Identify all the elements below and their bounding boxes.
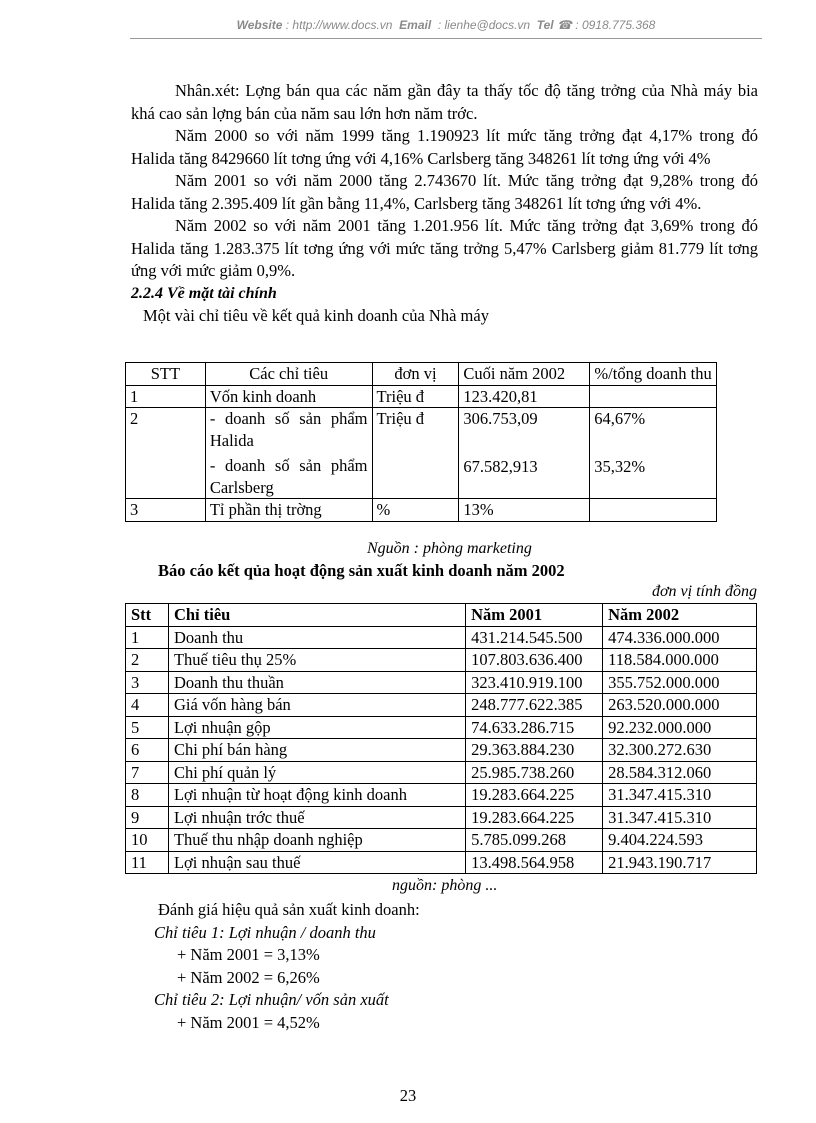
tel-value: ☎ : 0918.775.368 [557, 18, 656, 32]
cell [590, 499, 717, 522]
table-header-row [126, 363, 717, 386]
cell-line: - doanh số sản phẩm Halida [209, 409, 368, 450]
table2-title: Báo cáo kết qủa hoạt động sản xuất kinh doanh năm 2002 [158, 561, 565, 580]
cell: 118.584.000.000 [603, 649, 757, 672]
website-value: : http://www.docs.vn [285, 18, 393, 32]
header-cell: Stt [126, 604, 169, 627]
header-cell: Chỉ tiêu [168, 604, 465, 627]
cell: 263.520.000.000 [603, 694, 757, 717]
header-cell: Năm 2001 [466, 604, 603, 627]
indicator-2: Chỉ tiêu 2: Lợi nhuận/ vốn sản xuất [154, 990, 389, 1009]
indicator-1-2001: + Năm 2001 = 3,13% [177, 945, 320, 964]
table-row [126, 385, 717, 408]
cell: 31.347.415.310 [603, 784, 757, 807]
cell: 19.283.664.225 [466, 806, 603, 829]
cell: Doanh thu thuần [168, 671, 465, 694]
business-report-table [125, 603, 757, 874]
cell: 74.633.286.715 [466, 716, 603, 739]
cell: Lợi nhuận trớc thuế [168, 806, 465, 829]
cell: 4 [126, 694, 169, 717]
evaluation-block [154, 899, 420, 1034]
table-header-row [126, 604, 757, 627]
cell-line: 67.582,913 [463, 456, 538, 476]
cell: Thuế thu nhập doanh nghiệp [168, 829, 465, 852]
cell: 5.785.099.268 [466, 829, 603, 852]
body-text [131, 80, 758, 328]
cell: 11 [126, 851, 169, 874]
table-row [126, 694, 757, 717]
cell: Vốn kinh doanh [205, 385, 372, 408]
cell-line: 306.753,09 [463, 409, 538, 428]
cell: 323.410.919.100 [466, 671, 603, 694]
financial-indicators-table [125, 362, 717, 522]
cell: 13.498.564.958 [466, 851, 603, 874]
cell: 3 [126, 499, 206, 522]
header-cell: %/tổng doanh thu [590, 363, 717, 386]
table-row [126, 851, 757, 874]
table1-source: Nguồn : phòng marketing [367, 540, 532, 557]
table-row [126, 671, 757, 694]
cell: 6 [126, 739, 169, 762]
cell: 8 [126, 784, 169, 807]
cell-line: 35,32% [594, 456, 646, 476]
table2-unit-note: đơn vị tính đồng [652, 583, 757, 600]
cell [205, 408, 372, 499]
cell: 21.943.190.717 [603, 851, 757, 874]
cell: 7 [126, 761, 169, 784]
cell: 13% [459, 499, 590, 522]
paragraph-4: Năm 2002 so với năm 2001 tăng 1.201.956 lít. Mức tăng trởng đạt 3,69% trong đó Halida tăng 1.283.375 lít tơng ứng với mức tăng trởng 5,47% Carlsberg giảm 81.779 lít tơng ứng với mức giảm 0,9%. [131, 216, 758, 280]
cell [459, 408, 590, 499]
cell: Lợi nhuận từ hoạt động kinh doanh [168, 784, 465, 807]
cell: Triệu đ [372, 408, 459, 499]
cell: 1 [126, 385, 206, 408]
page-header [130, 18, 762, 32]
cell: Triệu đ [372, 385, 459, 408]
website-label: Website [236, 18, 283, 32]
cell: 28.584.312.060 [603, 761, 757, 784]
cell: 474.336.000.000 [603, 626, 757, 649]
table-row [126, 499, 717, 522]
cell: Tỉ phần thị trờng [205, 499, 372, 522]
cell: Thuế tiêu thụ 25% [168, 649, 465, 672]
paragraph-3: Năm 2001 so với năm 2000 tăng 2.743670 lít. Mức tăng trởng đạt 9,28% trong đó Halida tăng 2.395.409 lít gần bằng 11,4%, Carlsberg tăng 348261 lít tơng ứng với 4%. [131, 171, 758, 213]
cell: 31.347.415.310 [603, 806, 757, 829]
header-cell: Cuối năm 2002 [459, 363, 590, 386]
table-row [126, 626, 757, 649]
cell: Chi phí bán hàng [168, 739, 465, 762]
cell: % [372, 499, 459, 522]
table-row [126, 806, 757, 829]
header-cell: Năm 2002 [603, 604, 757, 627]
indicator-1-2002: + Năm 2002 = 6,26% [177, 967, 320, 987]
paragraph-1: Nhân.xét: Lợng bán qua các năm gần đây ta thấy tốc độ tăng trởng của Nhà máy bia khá cao sản lợng bán của năm sau lớn hơn năm trớc. [131, 81, 758, 123]
cell: 29.363.884.230 [466, 739, 603, 762]
cell-line: 64,67% [594, 409, 646, 428]
cell: Lợi nhuận sau thuế [168, 851, 465, 874]
table-row [126, 784, 757, 807]
table1-intro: Một vài chỉ tiêu về kết quả kinh doanh của Nhà máy [143, 306, 489, 325]
cell: 2 [126, 649, 169, 672]
cell: Chi phí quản lý [168, 761, 465, 784]
table-row [126, 739, 757, 762]
table-row [126, 829, 757, 852]
table-row [126, 761, 757, 784]
email-label: Email [399, 18, 432, 32]
table-row [126, 649, 757, 672]
cell: Lợi nhuận gộp [168, 716, 465, 739]
cell: 123.420,81 [459, 385, 590, 408]
cell: 32.300.272.630 [603, 739, 757, 762]
cell: 25.985.738.260 [466, 761, 603, 784]
header-cell: Các chỉ tiêu [205, 363, 372, 386]
cell: 2 [126, 408, 206, 499]
cell: 9 [126, 806, 169, 829]
table-row [126, 716, 757, 739]
cell: 10 [126, 829, 169, 852]
cell: 3 [126, 671, 169, 694]
indicator-2-2001: + Năm 2001 = 4,52% [177, 1012, 320, 1032]
table-row [126, 408, 717, 499]
evaluation-title: Đánh giá hiệu quả sản xuất kinh doanh: [158, 900, 420, 919]
table2-source: nguồn: phòng ... [392, 877, 498, 894]
cell: 248.777.622.385 [466, 694, 603, 717]
email-value: : lienhe@docs.vn [437, 18, 531, 32]
cell: 5 [126, 716, 169, 739]
cell: 9.404.224.593 [603, 829, 757, 852]
cell-line: - doanh số sản phẩm Carlsberg [209, 456, 368, 497]
tel-label: Tel [536, 18, 554, 32]
cell: 431.214.545.500 [466, 626, 603, 649]
page-number: 23 [399, 1086, 417, 1105]
header-rule [130, 38, 762, 39]
cell: 19.283.664.225 [466, 784, 603, 807]
cell: 1 [126, 626, 169, 649]
cell: 355.752.000.000 [603, 671, 757, 694]
header-cell: đơn vị [372, 363, 459, 386]
paragraph-2: Năm 2000 so với năm 1999 tăng 1.190923 lít mức tăng trởng đạt 4,17% trong đó Halida tăng 8429660 lít tơng ứng với 4,16% Carlsberg tăng 348261 lít tơng ứng với 4% [131, 126, 758, 168]
cell: Giá vốn hàng bán [168, 694, 465, 717]
cell: 92.232.000.000 [603, 716, 757, 739]
cell: 107.803.636.400 [466, 649, 603, 672]
cell [590, 408, 717, 499]
section-heading: 2.2.4 Về mặt tài chính [131, 284, 277, 302]
cell: Doanh thu [168, 626, 465, 649]
header-cell: STT [126, 363, 206, 386]
indicator-1: Chỉ tiêu 1: Lợi nhuận / doanh thu [154, 922, 376, 942]
cell [590, 385, 717, 408]
